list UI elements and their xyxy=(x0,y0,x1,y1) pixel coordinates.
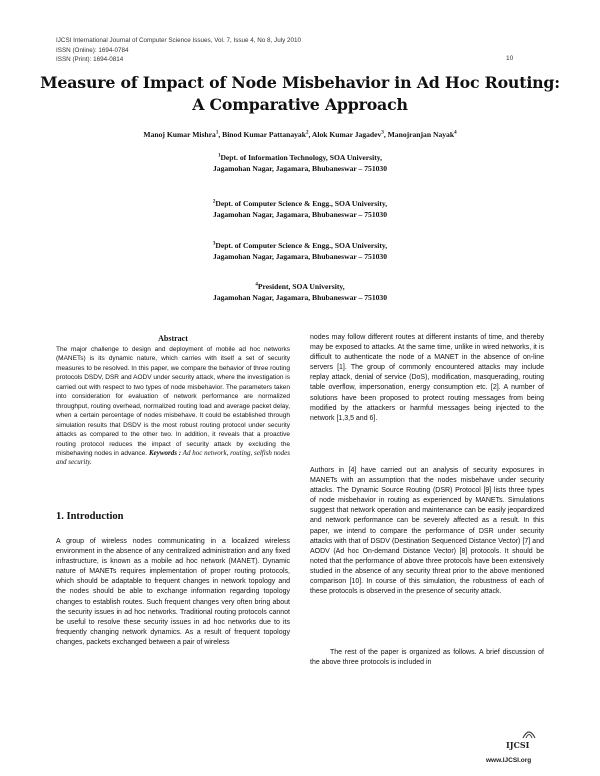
issn-print: ISSN (Print): 1694-0814 xyxy=(56,56,124,64)
author-sup: 2 xyxy=(305,130,309,136)
author-list xyxy=(40,130,560,139)
abstract-heading: Abstract xyxy=(158,334,188,343)
author-sep: , xyxy=(383,130,388,139)
affiliation-line: Dept. of Computer Science & Engg., SOA University, xyxy=(215,199,388,208)
author-sep: , xyxy=(218,130,223,139)
page-number: 10 xyxy=(506,55,514,62)
author-name: Binod Kumar Pattanayak xyxy=(222,130,306,139)
paper-title xyxy=(40,72,560,116)
footer-logo-text: IJCSI xyxy=(506,740,530,750)
affiliation-1 xyxy=(40,152,560,174)
affiliation-2 xyxy=(40,198,560,220)
col2-paragraph-2: Authors in [4] have carried out an analysis of security exposures in MANETs with an assumption that the nodes misbehave under security attacks. The Dynamic Source Routing (DSR) Protocol [9] lists three types of node misbehavior in routing as experienced by MANETs. Simulations suggest that network operation and maintenance can be easily jeopardized and network performance can be severely affected as a result. In this paper, we intend to compare the performance of DSR under security attacks with that of DSDV (Destination Sequenced Distance Vector) [7] and AODV (Ad hoc On-demand Distance Vector) [8] protocols. It should be noted that the performance of above three protocols have been extensively studied in the absence of any security threat prior to the above mentioned comparison [10]. In course of this simulation, the robustness of each of these protocols is observed in the presence of security attack. xyxy=(310,467,544,596)
affiliation-line: Jagamohan Nagar, Jagamara, Bhubaneswar – 751030 xyxy=(212,210,388,219)
author-sup: 4 xyxy=(454,130,457,136)
author-sep: , xyxy=(308,130,312,139)
affiliation-line: President, SOA University, xyxy=(257,282,345,291)
affiliation-sup: 1 xyxy=(217,153,221,159)
issn-online: ISSN (Online): 1694-0784 xyxy=(56,46,129,54)
col2-paragraph-3: The rest of the paper is organized as follows. A brief discussion of the above three protocols is included in xyxy=(310,649,544,667)
footer-url: www.IJCSI.org xyxy=(486,757,532,764)
affiliation-line: Dept. of Information Technology, SOA University, xyxy=(220,153,383,162)
affiliation-line: Jagamohan Nagar, Jagamara, Bhubaneswar – 751030 xyxy=(212,293,388,302)
title-line-1: Measure of Impact of Node Misbehavior in Ad Hoc Routing: xyxy=(40,73,560,92)
affiliation-sup: 4 xyxy=(255,282,258,288)
author-name: Manoj Kumar Mishra xyxy=(143,130,216,139)
affiliation-sup: 2 xyxy=(212,199,216,205)
introduction-paragraph: A group of wireless nodes communicating in a localized wireless environment in the absence of any centralized administration and any fixed infrastructure, is known as a mobile ad hoc network (MANET). Dynamic nature of MANETs requires implementation of proper routing protocols, which should be adaptable to frequent changes in network topology and the nodes should be able to exchange information regarding topology changes to establish routes. Such frequent changes very often bring about the security issues in ad hoc networks. Traditional routing protocols cannot be useful to resolve these security issues in ad hoc networks due to its frequently changing network dynamics. As a result of frequent topology changes, packets exchanged between a pair of wireless xyxy=(56,538,290,646)
author-sup: 3 xyxy=(381,130,384,136)
abstract-text: The major challenge to design and deployment of mobile ad hoc networks (MANETs) is its dynamic nature, which carries with itself a set of security measures to be resolved. In this paper, we compare the behavior of three routing protocols DSDV, DSR and AODV under security attack, where the investigation is carried out with respect to two types of node misbehavior. The parameters taken into consideration for evaluation of network performance are normalized throughput, routing overhead, normalized routing load and average packet delay, when a certain percentage of nodes misbehave. It could be established through simulation results that DSDV is the most robust routing protocol under security attacks as compared to the other two. In addition, it reveals that a proactive routing protocol reduces the impact of security attack by excluding the misbehaving nodes in advance. xyxy=(56,346,290,457)
section-heading: 1. Introduction xyxy=(56,511,124,522)
affiliation-3 xyxy=(40,240,560,262)
author-name: Alok Kumar Jagadev xyxy=(311,130,382,139)
title-line-2: A Comparative Approach xyxy=(192,95,408,114)
author-name: Manojranjan Nayak xyxy=(387,130,455,139)
journal-name: IJCSI International Journal of Computer Science Issues, Vol. 7, Issue 4, No 8, July 2010 xyxy=(56,37,302,44)
affiliation-4 xyxy=(40,281,560,303)
affiliation-line: Jagamohan Nagar, Jagamara, Bhubaneswar – 751030 xyxy=(212,164,388,173)
author-sup: 1 xyxy=(215,130,219,136)
keywords-label: Keywords : xyxy=(148,448,182,457)
abstract-body xyxy=(56,345,290,468)
col2-paragraph-1: nodes may follow different routes at different instants of time, and thereby may be exposed to attacks. At the same time, unlike in wired networks, it is difficult to authenticate the node of a MANET in the absence of on-line servers [1]. The group of commonly encountered attacks may include replay attack, denial of service (DoS), modification, masquerading, routing table overflow, impersonation, energy consumption etc. [2]. A number of solutions have been proposed to protect routing messages from being modified by the attackers or harmful messages being injected to the network [1,3,5 and 6]. xyxy=(310,334,544,422)
keywords-text: Ad hoc network, routing, selfish nodes and security. xyxy=(56,448,291,467)
ijcsi-logo-icon xyxy=(522,728,536,739)
affiliation-line: Jagamohan Nagar, Jagamara, Bhubaneswar – 751030 xyxy=(212,252,388,261)
affiliation-sup: 3 xyxy=(212,241,216,247)
affiliation-line: Dept. of Computer Science & Engg., SOA University, xyxy=(215,241,388,250)
journal-header xyxy=(56,36,301,65)
